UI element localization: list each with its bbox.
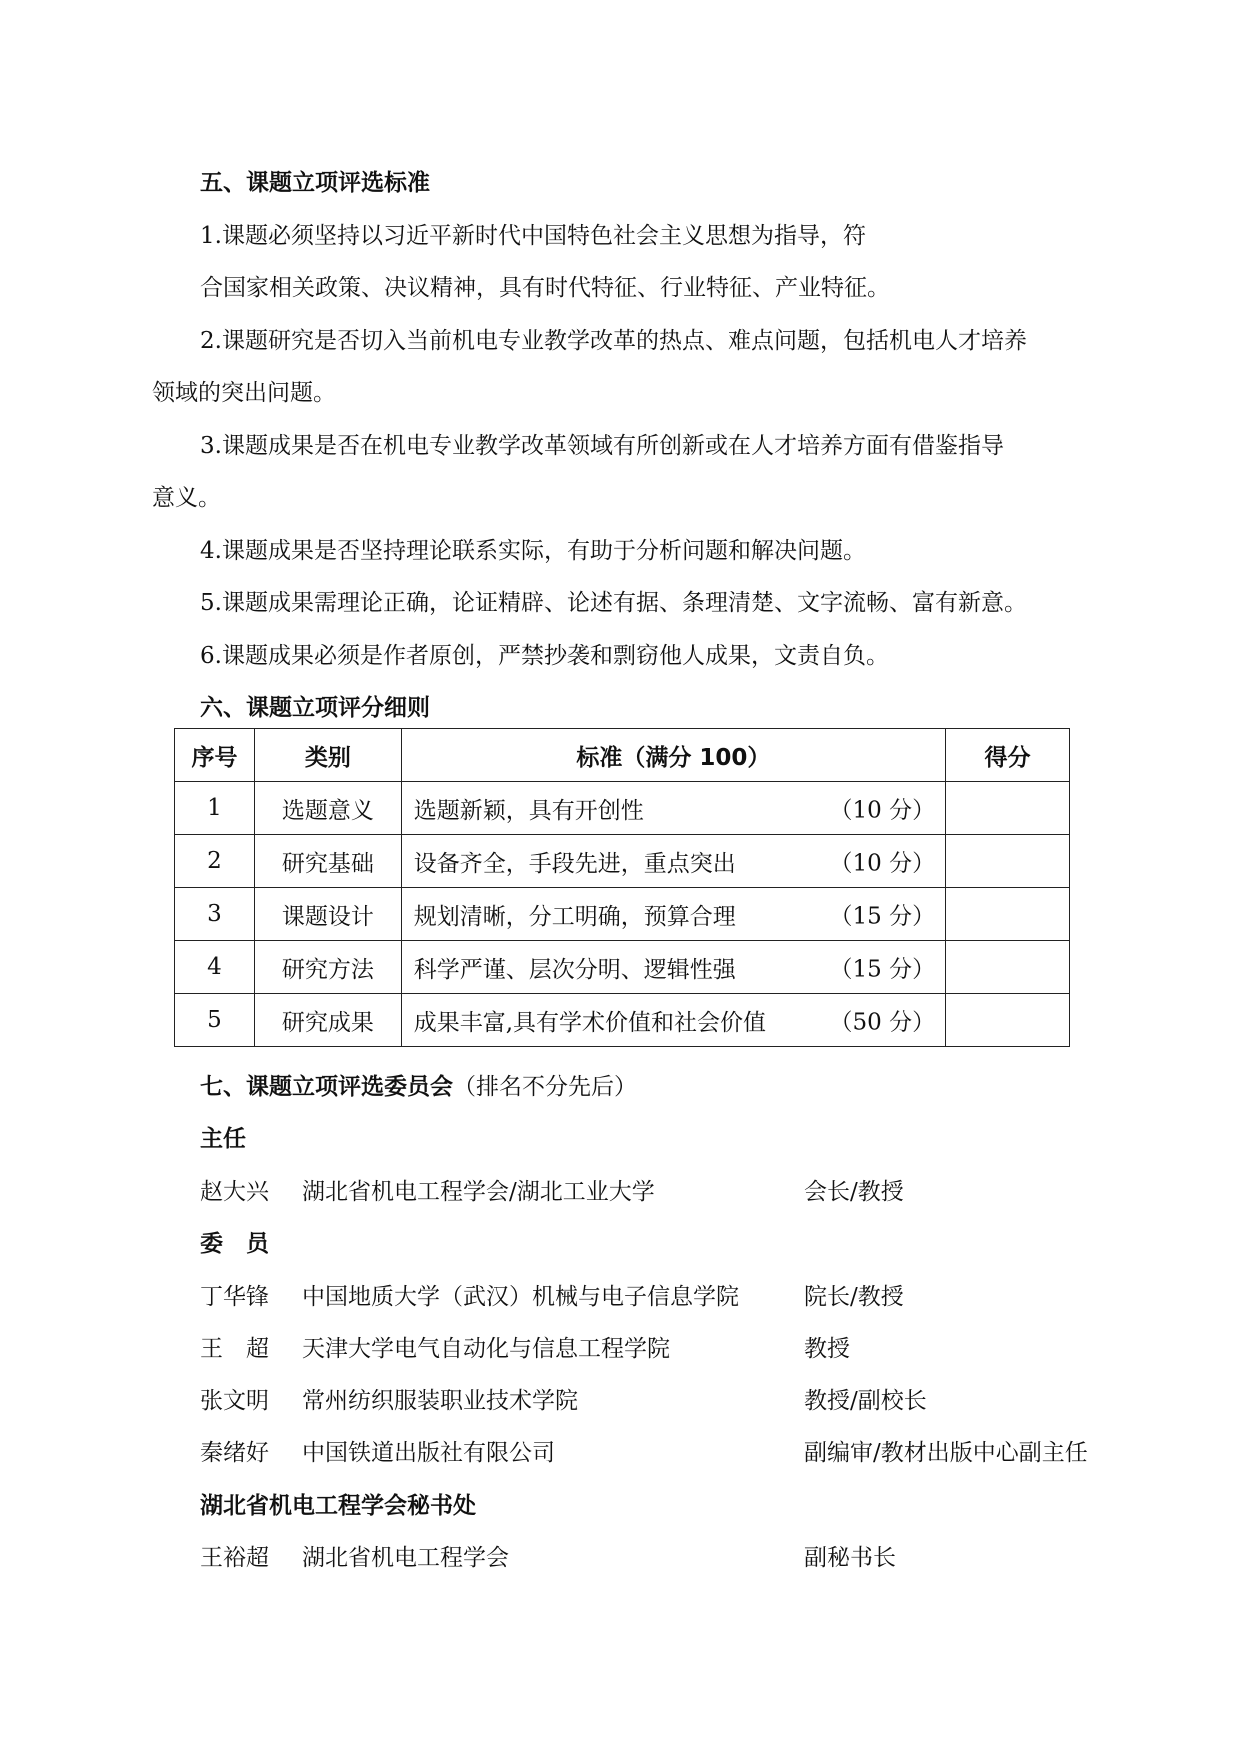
row-points: （15 分） xyxy=(829,956,936,983)
member-name: 王 超 xyxy=(200,1336,269,1362)
criteria-item-3: 3.课题成果是否在机电专业教学改革领域有所创新或在人才培养方面有借鉴指导 xyxy=(200,433,1004,459)
row-points: （50 分） xyxy=(829,1009,936,1036)
header-number: 序号 xyxy=(175,729,255,782)
table-row xyxy=(175,782,1070,835)
section-6-title: 六、课题立项评分细则 xyxy=(200,695,430,721)
member-role: 副编审/教材出版中心副主任 xyxy=(804,1440,1088,1466)
table-row xyxy=(175,888,1070,941)
row-category: 研究方法 xyxy=(254,941,401,994)
row-points: （10 分） xyxy=(829,850,936,877)
row-standard: 设备齐全，手段先进，重点突出 xyxy=(413,850,736,877)
row-points: （10 分） xyxy=(829,797,936,824)
row-score xyxy=(946,941,1070,994)
criteria-item-4: 4.课题成果是否坚持理论联系实际，有助于分析问题和解决问题。 xyxy=(200,538,866,564)
member-role: 教授 xyxy=(804,1336,850,1362)
table-header-row xyxy=(175,729,1070,782)
criteria-item-1-cont: 合国家相关政策、决议精神，具有时代特征、行业特征、产业特征。 xyxy=(200,275,890,301)
member-name: 秦绪好 xyxy=(200,1440,269,1466)
row-standard-cell xyxy=(401,835,945,888)
table-row xyxy=(175,835,1070,888)
member-org: 湖北省机电工程学会 xyxy=(302,1545,509,1571)
director-label: 主任 xyxy=(200,1126,246,1152)
member-name: 赵大兴 xyxy=(200,1179,269,1205)
criteria-item-2-cont: 领域的突出问题。 xyxy=(152,380,336,406)
section-7-title: 七、课题立项评选委员会 xyxy=(200,1074,453,1100)
row-score xyxy=(946,888,1070,941)
row-points: （15 分） xyxy=(829,903,936,930)
row-category: 课题设计 xyxy=(254,888,401,941)
row-standard: 选题新颖，具有开创性 xyxy=(413,797,644,824)
table-row xyxy=(175,994,1070,1047)
member-name: 张文明 xyxy=(200,1388,269,1414)
criteria-item-6: 6.课题成果必须是作者原创，严禁抄袭和剽窃他人成果，文责自负。 xyxy=(200,643,889,669)
member-org: 湖北省机电工程学会/湖北工业大学 xyxy=(302,1179,655,1205)
member-name: 丁华锋 xyxy=(200,1284,269,1310)
row-standard: 规划清晰，分工明确，预算合理 xyxy=(413,903,736,930)
section-7-note: （排名不分先后） xyxy=(453,1074,637,1100)
members-label: 委 员 xyxy=(200,1231,269,1257)
table-row xyxy=(175,941,1070,994)
criteria-item-1: 1.课题必须坚持以习近平新时代中国特色社会主义思想为指导，符 xyxy=(200,223,866,249)
row-score xyxy=(946,782,1070,835)
row-standard: 成果丰富,具有学术价值和社会价值 xyxy=(413,1009,767,1036)
row-number: 2 xyxy=(175,835,255,888)
secretariat-label: 湖北省机电工程学会秘书处 xyxy=(200,1493,476,1519)
member-org: 中国铁道出版社有限公司 xyxy=(302,1440,555,1466)
row-standard-cell xyxy=(401,782,945,835)
member-role: 院长/教授 xyxy=(804,1284,904,1310)
row-number: 5 xyxy=(175,994,255,1047)
header-standard: 标准（满分 100） xyxy=(401,729,945,782)
member-org: 常州纺织服装职业技术学院 xyxy=(302,1388,578,1414)
row-number: 3 xyxy=(175,888,255,941)
member-role: 教授/副校长 xyxy=(804,1388,927,1414)
row-category: 选题意义 xyxy=(254,782,401,835)
row-score xyxy=(946,835,1070,888)
row-standard-cell xyxy=(401,994,945,1047)
member-org: 中国地质大学（武汉）机械与电子信息学院 xyxy=(302,1284,739,1310)
member-name: 王裕超 xyxy=(200,1545,269,1571)
criteria-item-3-cont: 意义。 xyxy=(152,485,221,511)
criteria-item-2: 2.课题研究是否切入当前机电专业教学改革的热点、难点问题，包括机电人才培养 xyxy=(200,328,1027,354)
section-7-heading xyxy=(200,1072,637,1102)
member-role: 副秘书长 xyxy=(804,1545,896,1571)
member-org: 天津大学电气自动化与信息工程学院 xyxy=(302,1336,670,1362)
scoring-table xyxy=(174,728,1070,1047)
header-category: 类别 xyxy=(254,729,401,782)
row-score xyxy=(946,994,1070,1047)
row-category: 研究成果 xyxy=(254,994,401,1047)
header-score: 得分 xyxy=(946,729,1070,782)
row-standard-cell xyxy=(401,888,945,941)
row-number: 1 xyxy=(175,782,255,835)
criteria-item-5: 5.课题成果需理论正确，论证精辟、论述有据、条理清楚、文字流畅、富有新意。 xyxy=(200,590,1027,616)
section-5-title: 五、课题立项评选标准 xyxy=(200,170,430,196)
row-standard: 科学严谨、层次分明、逻辑性强 xyxy=(413,956,736,983)
member-role: 会长/教授 xyxy=(804,1179,904,1205)
row-standard-cell xyxy=(401,941,945,994)
row-category: 研究基础 xyxy=(254,835,401,888)
row-number: 4 xyxy=(175,941,255,994)
